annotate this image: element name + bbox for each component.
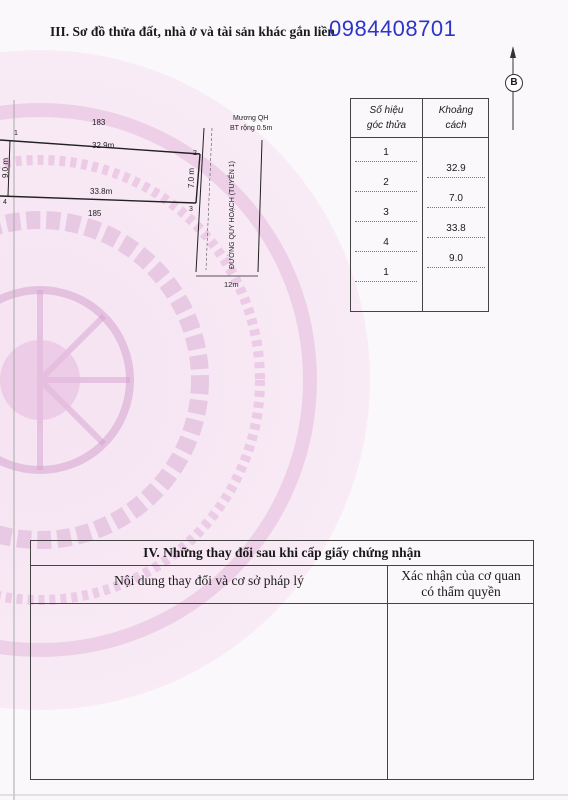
header-corner-line-2: góc thửa — [366, 120, 407, 131]
changes-header-divider — [31, 603, 533, 604]
header-distance — [423, 103, 489, 133]
edge-3-4 — [0, 196, 196, 203]
canal-width-label: BT rộng 0.5m — [230, 125, 273, 132]
road-width-label: 12m — [224, 280, 239, 289]
phone-watermark: 0984408701 — [329, 16, 457, 41]
header-distance-line-2: cách — [445, 120, 467, 131]
edge-left-length: 9.0 m — [1, 157, 10, 179]
road-left-edge — [196, 128, 204, 272]
point-cell: 3 — [355, 207, 417, 222]
parcel-bottom-label: 185 — [88, 209, 102, 218]
header-corner-line-1: Số hiệu — [369, 105, 404, 116]
changes-table — [30, 540, 534, 780]
authority-header-line-2: có thẩm quyền — [421, 584, 501, 599]
edge-top-length: 32.9m — [92, 141, 115, 150]
point-cell: 1 — [355, 147, 417, 162]
authority-confirmation-header — [388, 568, 534, 600]
changes-content-header: Nội dung thay đổi và cơ sở pháp lý — [114, 573, 304, 588]
corner-2-label: 2 — [193, 150, 197, 157]
corner-4-label: 4 — [3, 199, 7, 206]
parcel-top-label: 183 — [92, 118, 106, 127]
edge-bottom-length: 33.8m — [90, 187, 113, 196]
point-cell: 2 — [355, 177, 417, 192]
distance-cell: 32.9 — [427, 163, 485, 178]
header-corner-number — [351, 103, 422, 133]
road-right-edge — [258, 140, 262, 272]
section-4-title: IV. Những thay đổi sau khi cấp giấy chứng nhận — [31, 541, 533, 566]
header-distance-line-1: Khoảng — [438, 105, 474, 116]
edge-2-3 — [196, 154, 200, 203]
section-3-title: III. Sơ đồ thửa đất, nhà ở và tài sản khác gắn liền — [50, 24, 335, 39]
corner-3-label: 3 — [189, 206, 193, 213]
distance-cell: 7.0 — [427, 193, 485, 208]
north-symbol: B — [505, 74, 523, 92]
canal-line — [206, 128, 212, 270]
corner-1-label: 1 — [14, 130, 18, 137]
edge-right-length: 7.0 m — [187, 167, 196, 189]
distance-cell: 9.0 — [427, 253, 485, 268]
authority-header-line-1: Xác nhận của cơ quan — [401, 568, 521, 583]
canal-label: Mương QH — [233, 115, 269, 122]
point-cell: 1 — [355, 267, 417, 282]
corner-distance-table — [350, 98, 489, 312]
distance-cell: 33.8 — [427, 223, 485, 238]
road-label: ĐƯỜNG QUY HOẠCH (TUYẾN 1) — [229, 161, 236, 269]
point-cell: 4 — [355, 237, 417, 252]
